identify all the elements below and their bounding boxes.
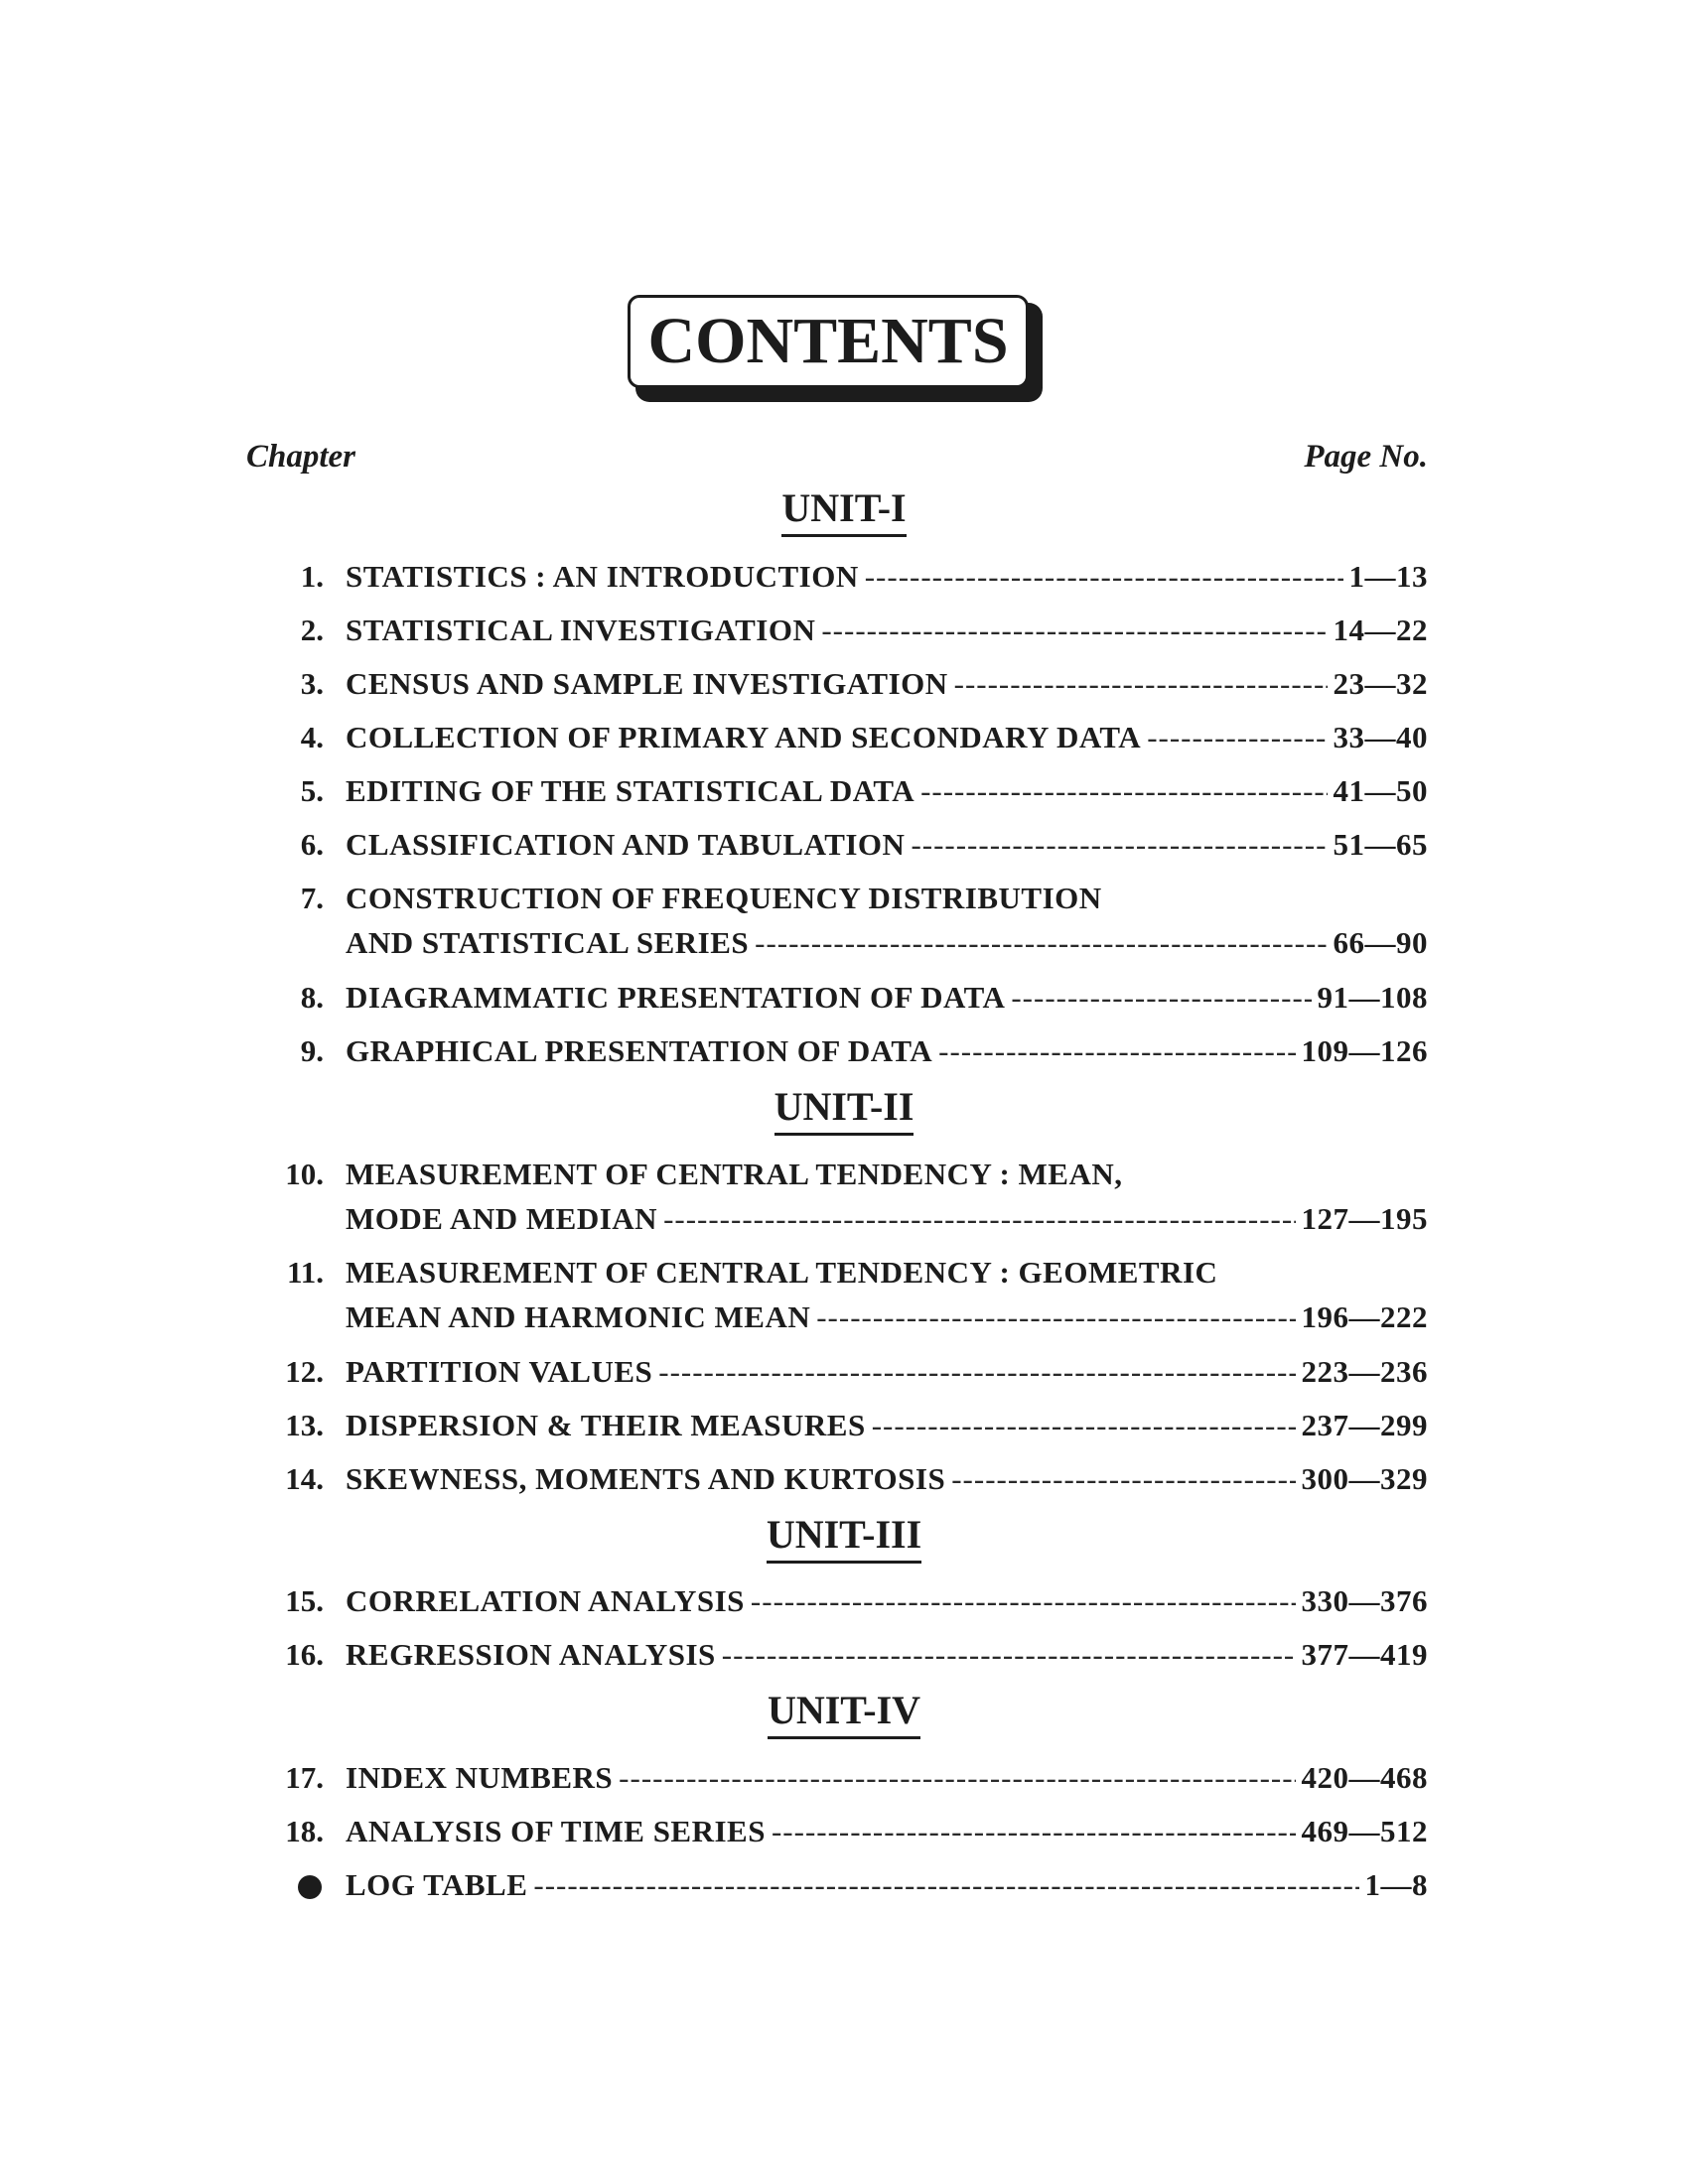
bullet-icon [298,1875,322,1899]
entry-title: SKEWNESS, MOMENTS AND KURTOSIS [346,1461,946,1496]
leader-dots [619,1762,1295,1793]
entry-title: AND STATISTICAL SERIES [346,925,750,960]
entry-pages: 377—419 [1301,1637,1428,1672]
entry-line [346,1463,1428,1494]
entry-line [346,1869,1428,1900]
entry-line [346,1816,1428,1846]
entry-title-line-1: MEASUREMENT OF CENTRAL TENDENCY : MEAN, [346,1157,1123,1191]
unit-1-label: UNIT-I [781,488,906,537]
entry-title: STATISTICS : AN INTRODUCTION [346,559,859,594]
entry-title: STATISTICAL INVESTIGATION [346,613,816,647]
entry-number: 7. [300,881,324,915]
entry-pages: 14—22 [1333,613,1428,647]
entry-pages: 196—222 [1301,1299,1428,1334]
leader-dots [920,775,1327,806]
entry-line [346,775,1428,806]
leader-dots [816,1301,1295,1332]
leader-dots [911,829,1327,860]
chapter-column-header: Chapter [246,439,356,475]
entry-title: REGRESSION ANALYSIS [346,1637,716,1672]
leader-dots [755,927,1327,958]
entry-title: COLLECTION OF PRIMARY AND SECONDARY DATA [346,720,1142,754]
entry-title: CLASSIFICATION AND TABULATION [346,827,906,862]
entry-pages: 33—40 [1333,720,1428,754]
entry-number: 8. [300,980,324,1015]
unit-4-label: UNIT-IV [768,1691,920,1739]
entry-title-line-1: CONSTRUCTION OF FREQUENCY DISTRIBUTION [346,881,1102,915]
entry-number: 9. [300,1033,324,1068]
entry-line [346,829,1428,860]
leader-dots [658,1356,1295,1387]
leader-dots [751,1585,1296,1616]
entry-number: 1. [300,559,324,594]
entry-line [346,1203,1428,1234]
leader-dots [951,1463,1295,1494]
entry-number: 2. [300,613,324,647]
leader-dots [533,1869,1358,1900]
unit-heading-2 [0,1084,1688,1136]
entry-pages: 51—65 [1333,827,1428,862]
entry-title: DISPERSION & THEIR MEASURES [346,1408,866,1442]
entry-number: 18. [285,1814,324,1848]
entry-number: 5. [300,773,324,808]
entry-pages: 237—299 [1301,1408,1428,1442]
entry-number: 4. [300,720,324,754]
unit-2-label: UNIT-II [774,1087,914,1136]
entry-pages: 1—8 [1364,1867,1428,1902]
title-frame [628,295,1045,402]
entry-number: 12. [285,1354,324,1389]
entry-line [346,668,1428,699]
page-title: CONTENTS [647,305,1009,377]
entry-title: LOG TABLE [346,1867,528,1902]
leader-dots [954,668,1328,699]
entry-pages: 330—376 [1301,1583,1428,1618]
entry-line [346,614,1428,645]
entry-line [346,1356,1428,1387]
unit-heading-4 [0,1688,1688,1739]
title-box [628,295,1029,388]
leader-dots [938,1035,1295,1066]
entry-pages: 41—50 [1333,773,1428,808]
leader-dots [1011,982,1311,1013]
entry-line [346,1762,1428,1793]
entry-number: 16. [285,1637,324,1672]
entry-number: 15. [285,1583,324,1618]
leader-dots [663,1203,1295,1234]
entry-line [346,1585,1428,1616]
entry-pages: 1—13 [1348,559,1428,594]
entry-title: DIAGRAMMATIC PRESENTATION OF DATA [346,980,1006,1015]
page-no-column-header: Page No. [1304,439,1428,475]
entry-line [346,1035,1428,1066]
entry-pages: 420—468 [1301,1760,1428,1795]
entry-title: ANALYSIS OF TIME SERIES [346,1814,766,1848]
entry-number: 3. [300,666,324,701]
unit-3-label: UNIT-III [767,1515,921,1564]
entry-pages: 300—329 [1301,1461,1428,1496]
leader-dots [1147,722,1327,752]
entry-pages: 23—32 [1333,666,1428,701]
leader-dots [865,561,1343,592]
entry-line [346,982,1428,1013]
entry-number: 13. [285,1408,324,1442]
unit-heading-1 [0,485,1688,537]
entry-line [346,561,1428,592]
leader-dots [722,1639,1296,1670]
entry-pages: 469—512 [1301,1814,1428,1848]
leader-dots [821,614,1327,645]
entry-line [346,1301,1428,1332]
entry-title: CENSUS AND SAMPLE INVESTIGATION [346,666,948,701]
entry-pages: 223—236 [1301,1354,1428,1389]
entry-title: CORRELATION ANALYSIS [346,1583,745,1618]
entry-line [346,722,1428,752]
entry-pages: 127—195 [1301,1201,1428,1236]
entry-line [346,1639,1428,1670]
leader-dots [872,1410,1296,1440]
entry-number: 14. [285,1461,324,1496]
entry-title: INDEX NUMBERS [346,1760,614,1795]
entry-number: 6. [300,827,324,862]
entry-title-line-1: MEASUREMENT OF CENTRAL TENDENCY : GEOMETRIC [346,1255,1218,1290]
entry-line [346,927,1428,958]
entry-title: PARTITION VALUES [346,1354,653,1389]
entry-number: 10. [285,1157,324,1191]
unit-heading-3 [0,1512,1688,1564]
leader-dots [772,1816,1296,1846]
entry-pages: 91—108 [1317,980,1428,1015]
entry-title: EDITING OF THE STATISTICAL DATA [346,773,915,808]
entry-pages: 109—126 [1301,1033,1428,1068]
entry-line [346,1410,1428,1440]
entry-title: GRAPHICAL PRESENTATION OF DATA [346,1033,933,1068]
entry-title: MODE AND MEDIAN [346,1201,658,1236]
entry-pages: 66—90 [1333,925,1428,960]
entry-number: 11. [286,1255,324,1290]
entry-title: MEAN AND HARMONIC MEAN [346,1299,811,1334]
entry-number: 17. [285,1760,324,1795]
